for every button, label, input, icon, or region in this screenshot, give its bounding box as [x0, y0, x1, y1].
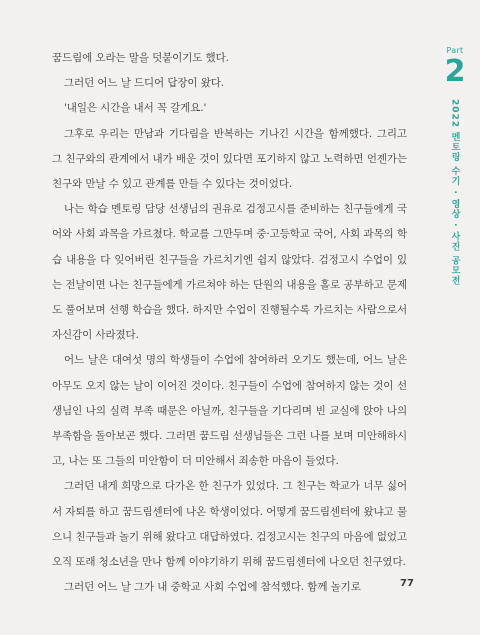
paragraph: 꿈드림에 오라는 말을 덧붙이기도 했다.: [52, 52, 229, 64]
part-number: 2: [444, 54, 466, 89]
paragraph: '내일은 시간을 내서 꼭 갈게요.': [64, 102, 207, 115]
paragraph: 나는 학습 멘토링 담당 선생님의 권유로 검정고시를 준비하는 친구들에게 국어와 사회 과목을 가르쳤다. 학교를 그만두며 중·고등학교 국어, 사회 과목의 학습 내용을 다 잊어버린 친구들을 가르치기엔 쉽지 않았다. 검정고시 수업이 있는 전날이면 나는 친구들에게 가르쳐야 하는 단원의 내용을 홀로 공부하고 문제도 풀어보며 선행 학습을 했다. 하지만 수업이 진행될수록 가르치는 사람으로서 자신감이 사라졌다.: [52, 203, 407, 342]
paragraph: 그러던 내게 희망으로 다가온 한 친구가 있었다. 그 친구는 학교가 너무 싫어서 자퇴를 하고 꿈드림센터에 나온 학생이었다. 어떻게 꿈드림센터에 왔냐고 물으니 친구들과 놀기 위해 왔다고 대답하였다. 검정고시는 친구의 마음에 없었고 오직 또래 청소년을 만나 함께 이야기하기 위해 꿈드림센터에 나오던 친구였다.: [52, 480, 407, 569]
section-title: 2022 멘토링 수기 · 영상 · 사진 공모전: [449, 99, 460, 286]
paragraph: 어느 날은 대여섯 명의 학생들이 수업에 참여하러 오기도 했는데, 어느 날은 아무도 오지 않는 날이 이어진 것이다. 친구들이 수업에 참여하지 않는 것이 선생님인 나의 실력 부족 때문은 아닐까, 친구들을 기다리며 빈 교실에 앉아 나의 부족함을 돌아보곤 했다. 그러면 꿈드림 선생님들은 그런 나를 보며 미안해하시고, 나는 또 그들의 미안함이 더 미안해서 죄송한 마음이 들었다.: [52, 354, 407, 468]
body-text: [52, 46, 407, 600]
paragraph: 그러던 어느 날 드디어 답장이 왔다.: [64, 77, 225, 90]
paragraph: 그후로 우리는 만남과 기다림을 반복하는 기나긴 시간을 함께했다. 그리고 그 친구와의 관계에서 내가 배운 것이 있다면 포기하지 않고 노력하면 언젠가는 친구와 만날 수 있고 관계를 만들 수 있다는 것이었다.: [52, 127, 407, 191]
part-label: Part: [446, 46, 464, 55]
side-tab: [443, 46, 467, 286]
paragraph: 그러던 어느 날 그가 내 중학교 사회 수업에 참석했다. 함께 놀기로: [64, 581, 361, 594]
page-number: 77: [400, 578, 414, 589]
